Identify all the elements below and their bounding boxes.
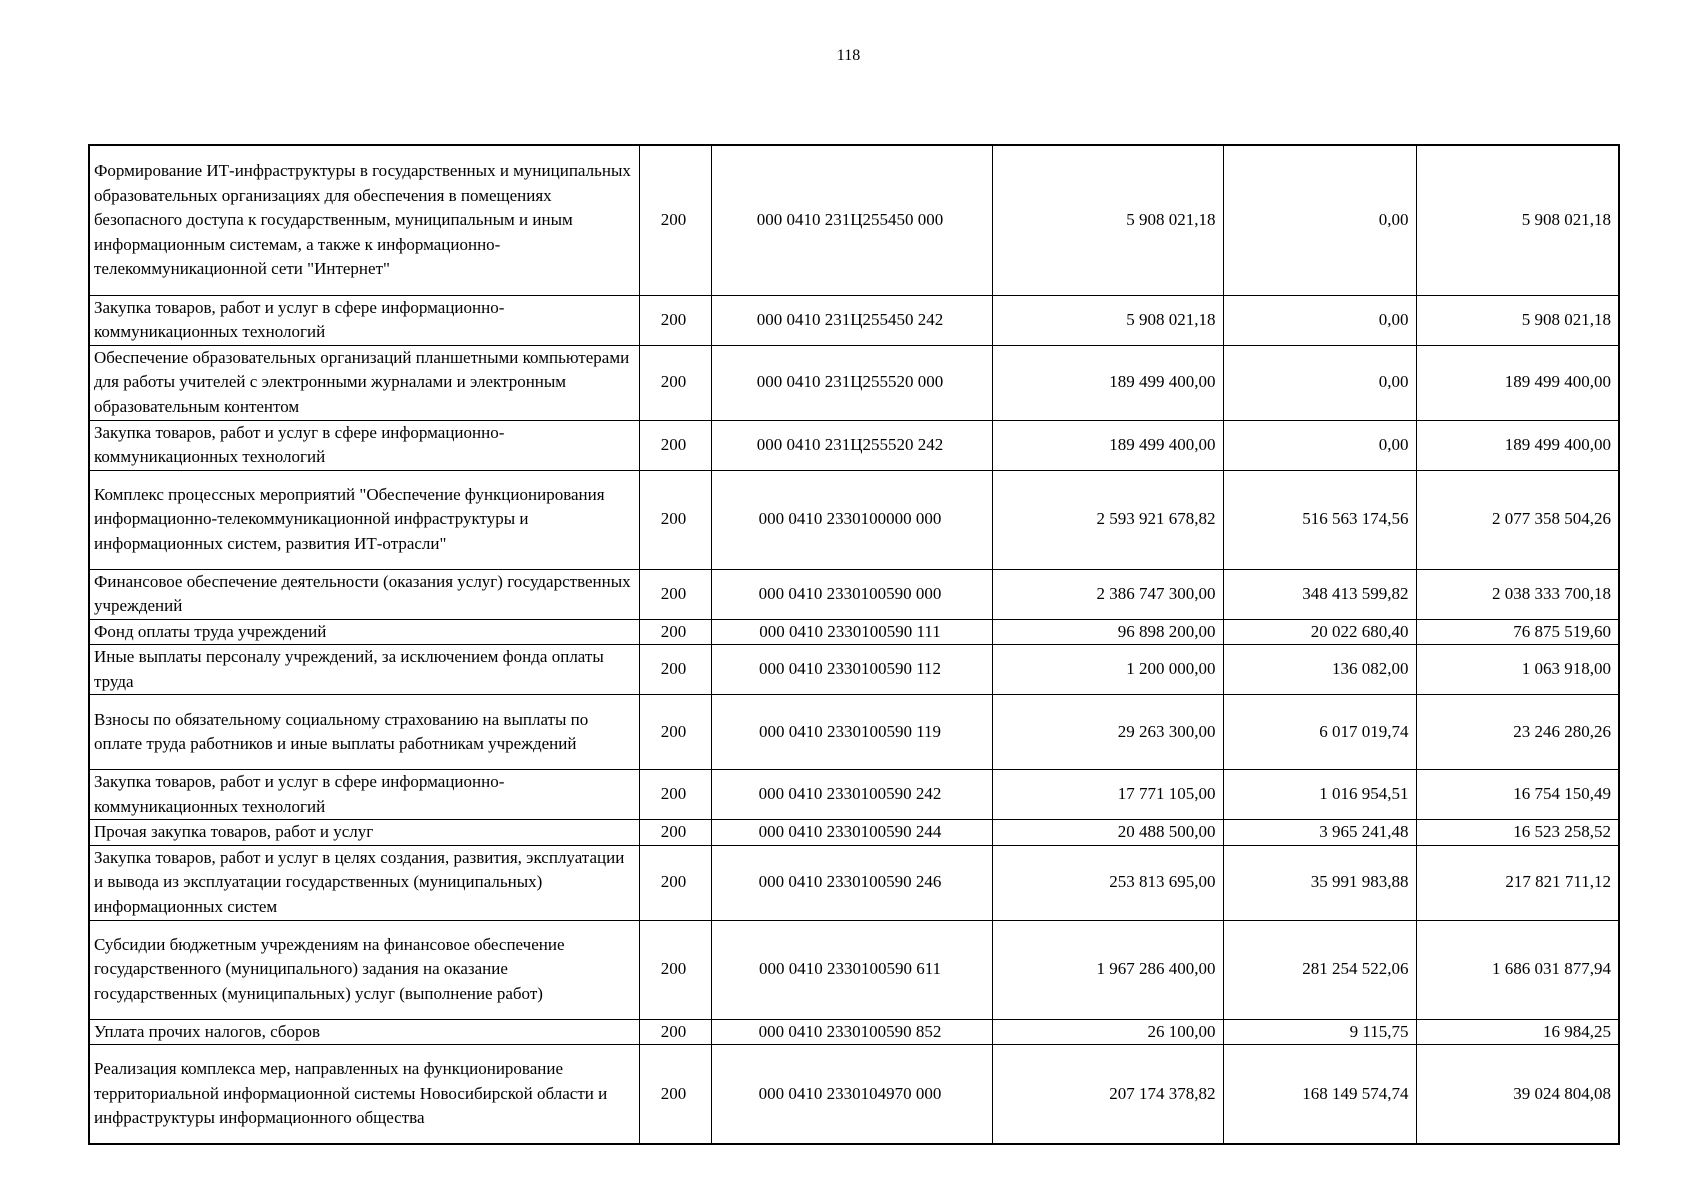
row-classification-code: 000 0410 2330100590 611: [711, 920, 992, 1019]
row-remaining: 5 908 021,18: [1416, 295, 1619, 345]
row-code: 200: [639, 645, 711, 695]
table-row: [89, 695, 1619, 770]
row-remaining: 16 754 150,49: [1416, 770, 1619, 820]
row-approved: 2 593 921 678,82: [992, 470, 1223, 569]
row-code: 200: [639, 569, 711, 619]
row-executed: 136 082,00: [1223, 645, 1416, 695]
row-executed: 348 413 599,82: [1223, 569, 1416, 619]
table-row: [89, 845, 1619, 920]
table-row: [89, 619, 1619, 645]
row-code: 200: [639, 845, 711, 920]
row-executed: 0,00: [1223, 345, 1416, 420]
row-classification-code: 000 0410 2330100590 119: [711, 695, 992, 770]
row-remaining: 1 686 031 877,94: [1416, 920, 1619, 1019]
row-remaining: 189 499 400,00: [1416, 345, 1619, 420]
row-executed: 9 115,75: [1223, 1019, 1416, 1045]
row-remaining: 5 908 021,18: [1416, 145, 1619, 295]
row-approved: 1 200 000,00: [992, 645, 1223, 695]
row-code: 200: [639, 820, 711, 846]
row-classification-code: 000 0410 2330100000 000: [711, 470, 992, 569]
row-name: Комплекс процессных мероприятий "Обеспечение функционирования информационно-телекоммуникационной инфраструктуры и информационных систем, развития ИТ-отрасли": [89, 470, 639, 569]
row-remaining: 189 499 400,00: [1416, 420, 1619, 470]
row-approved: 189 499 400,00: [992, 420, 1223, 470]
table-row: [89, 1045, 1619, 1144]
row-name: Закупка товаров, работ и услуг в сфере информационно-коммуникационных технологий: [89, 295, 639, 345]
table-row: [89, 1019, 1619, 1045]
row-approved: 189 499 400,00: [992, 345, 1223, 420]
row-remaining: 23 246 280,26: [1416, 695, 1619, 770]
row-name: Уплата прочих налогов, сборов: [89, 1019, 639, 1045]
row-classification-code: 000 0410 231Ц255520 242: [711, 420, 992, 470]
row-executed: 281 254 522,06: [1223, 920, 1416, 1019]
table-row: [89, 645, 1619, 695]
row-approved: 20 488 500,00: [992, 820, 1223, 846]
row-remaining: 2 077 358 504,26: [1416, 470, 1619, 569]
row-classification-code: 000 0410 2330100590 852: [711, 1019, 992, 1045]
table-row: [89, 820, 1619, 846]
row-approved: 2 386 747 300,00: [992, 569, 1223, 619]
row-remaining: 1 063 918,00: [1416, 645, 1619, 695]
table-row: [89, 420, 1619, 470]
row-classification-code: 000 0410 231Ц255450 000: [711, 145, 992, 295]
row-classification-code: 000 0410 2330100590 000: [711, 569, 992, 619]
row-remaining: 2 038 333 700,18: [1416, 569, 1619, 619]
row-name: Закупка товаров, работ и услуг в целях создания, развития, эксплуатации и вывода из эксплуатации государственных (муниципальных) информационных систем: [89, 845, 639, 920]
row-code: 200: [639, 470, 711, 569]
row-executed: 1 016 954,51: [1223, 770, 1416, 820]
row-classification-code: 000 0410 2330100590 242: [711, 770, 992, 820]
row-classification-code: 000 0410 2330100590 112: [711, 645, 992, 695]
row-name: Закупка товаров, работ и услуг в сфере информационно-коммуникационных технологий: [89, 420, 639, 470]
row-executed: 3 965 241,48: [1223, 820, 1416, 846]
row-remaining: 39 024 804,08: [1416, 1045, 1619, 1144]
table-row: [89, 145, 1619, 295]
row-approved: 29 263 300,00: [992, 695, 1223, 770]
row-executed: 6 017 019,74: [1223, 695, 1416, 770]
page-number: 118: [836, 47, 861, 64]
row-executed: 20 022 680,40: [1223, 619, 1416, 645]
row-executed: 0,00: [1223, 420, 1416, 470]
table-row: [89, 470, 1619, 569]
row-classification-code: 000 0410 231Ц255450 242: [711, 295, 992, 345]
row-code: 200: [639, 770, 711, 820]
row-approved: 17 771 105,00: [992, 770, 1223, 820]
row-name: Иные выплаты персоналу учреждений, за исключением фонда оплаты труда: [89, 645, 639, 695]
row-approved: 1 967 286 400,00: [992, 920, 1223, 1019]
row-approved: 5 908 021,18: [992, 145, 1223, 295]
table-row: [89, 770, 1619, 820]
row-name: Субсидии бюджетным учреждениям на финансовое обеспечение государственного (муниципального) задания на оказание государственных (муниципальных) услуг (выполнение работ): [89, 920, 639, 1019]
row-executed: 168 149 574,74: [1223, 1045, 1416, 1144]
row-executed: 35 991 983,88: [1223, 845, 1416, 920]
budget-execution-table: [88, 144, 1620, 1145]
row-code: 200: [639, 345, 711, 420]
row-code: 200: [639, 619, 711, 645]
row-code: 200: [639, 920, 711, 1019]
table-row: [89, 920, 1619, 1019]
row-approved: 26 100,00: [992, 1019, 1223, 1045]
row-executed: 0,00: [1223, 295, 1416, 345]
row-code: 200: [639, 295, 711, 345]
row-name: Фонд оплаты труда учреждений: [89, 619, 639, 645]
row-classification-code: 000 0410 2330100590 111: [711, 619, 992, 645]
row-remaining: 76 875 519,60: [1416, 619, 1619, 645]
row-name: Прочая закупка товаров, работ и услуг: [89, 820, 639, 846]
row-name: Обеспечение образовательных организаций планшетными компьютерами для работы учителей с электронными журналами и электронным образовательным контентом: [89, 345, 639, 420]
row-classification-code: 000 0410 2330104970 000: [711, 1045, 992, 1144]
row-code: 200: [639, 1019, 711, 1045]
table-row: [89, 295, 1619, 345]
row-executed: 0,00: [1223, 145, 1416, 295]
row-name: Финансовое обеспечение деятельности (оказания услуг) государственных учреждений: [89, 569, 639, 619]
row-name: Взносы по обязательному социальному страхованию на выплаты по оплате труда работников и иные выплаты работникам учреждений: [89, 695, 639, 770]
row-name: Формирование ИТ-инфраструктуры в государственных и муниципальных образовательных организациях для обеспечения в помещениях безопасного доступа к государственным, муниципальным и иным информационным системам, а также к информационно-телекоммуникационной сети "Интернет": [89, 145, 639, 295]
row-code: 200: [639, 1045, 711, 1144]
row-classification-code: 000 0410 2330100590 244: [711, 820, 992, 846]
row-code: 200: [639, 145, 711, 295]
row-approved: 96 898 200,00: [992, 619, 1223, 645]
row-approved: 253 813 695,00: [992, 845, 1223, 920]
row-classification-code: 000 0410 231Ц255520 000: [711, 345, 992, 420]
row-code: 200: [639, 420, 711, 470]
row-code: 200: [639, 695, 711, 770]
row-classification-code: 000 0410 2330100590 246: [711, 845, 992, 920]
row-remaining: 217 821 711,12: [1416, 845, 1619, 920]
row-name: Реализация комплекса мер, направленных на функционирование территориальной информационной системы Новосибирской области и инфраструктуры информационного общества: [89, 1045, 639, 1144]
row-name: Закупка товаров, работ и услуг в сфере информационно-коммуникационных технологий: [89, 770, 639, 820]
table-row: [89, 345, 1619, 420]
table-row: [89, 569, 1619, 619]
row-remaining: 16 984,25: [1416, 1019, 1619, 1045]
row-remaining: 16 523 258,52: [1416, 820, 1619, 846]
row-approved: 207 174 378,82: [992, 1045, 1223, 1144]
row-approved: 5 908 021,18: [992, 295, 1223, 345]
row-executed: 516 563 174,56: [1223, 470, 1416, 569]
